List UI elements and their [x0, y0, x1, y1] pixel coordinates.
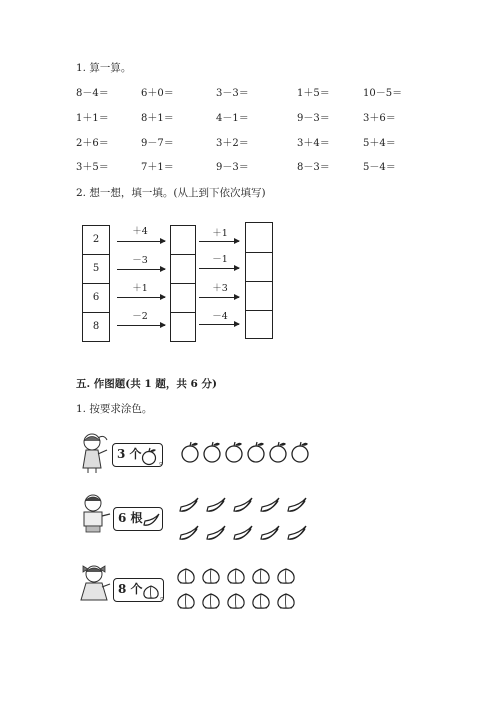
- speech-bubble: [113, 507, 163, 531]
- apple-icon[interactable]: [248, 442, 264, 462]
- operation-label: －1: [212, 254, 228, 265]
- operation-label: ＋1: [132, 283, 148, 294]
- operation-label: ＋3: [212, 283, 228, 294]
- peach-icon[interactable]: [228, 569, 244, 583]
- peaches-group: [176, 565, 316, 615]
- apple-icon[interactable]: [204, 442, 220, 462]
- equation: 8－3＝: [297, 162, 330, 173]
- peach-icon[interactable]: [178, 594, 194, 608]
- peach-icon[interactable]: [278, 569, 294, 583]
- equation: 9－3＝: [216, 162, 249, 173]
- apple-icon[interactable]: [226, 442, 242, 462]
- equation: 3－3＝: [216, 88, 249, 99]
- equation: 8＋1＝: [141, 113, 174, 124]
- girl-with-bows-icon: [77, 562, 113, 606]
- banana-icon: [142, 511, 162, 529]
- equation: 2＋6＝: [76, 138, 109, 149]
- apple-icon[interactable]: [270, 442, 286, 462]
- banana-icon[interactable]: [261, 498, 279, 511]
- section-5-instruction: 1. 按要求涂色。: [76, 403, 153, 415]
- banana-icon[interactable]: [288, 526, 306, 539]
- arrow-right-icon: [117, 269, 165, 270]
- answer-column-1[interactable]: [170, 225, 196, 342]
- arrow-right-icon: [199, 241, 239, 242]
- equation: 8－4＝: [76, 88, 109, 99]
- answer-column-2[interactable]: [245, 222, 273, 339]
- peach-icon[interactable]: [253, 594, 269, 608]
- peach-icon[interactable]: [253, 569, 269, 583]
- section-1-title: 1. 算一算。: [76, 62, 132, 74]
- girl-icon: [78, 432, 110, 474]
- operation-label: －4: [212, 311, 228, 322]
- start-value: 5: [92, 263, 100, 274]
- apple-icon[interactable]: [182, 442, 198, 462]
- equation: 9－3＝: [297, 113, 330, 124]
- banana-icon[interactable]: [180, 526, 198, 539]
- section-2-title: 2. 想一想，填一填。(从上到下依次填写): [76, 187, 266, 199]
- banana-icon[interactable]: [207, 498, 225, 511]
- banana-icon[interactable]: [234, 498, 252, 511]
- apple-icon[interactable]: [292, 442, 308, 462]
- arrow-right-icon: [199, 297, 239, 298]
- speech-bubble: 3 个 。: [112, 443, 163, 467]
- equation: 1＋5＝: [297, 88, 330, 99]
- peach-icon[interactable]: [203, 594, 219, 608]
- bubble-label: 6 根: [118, 511, 143, 525]
- banana-icon[interactable]: [288, 498, 306, 511]
- apple-icon: [140, 447, 158, 465]
- arrow-right-icon: [117, 325, 165, 326]
- equation: 3＋4＝: [297, 138, 330, 149]
- banana-icon[interactable]: [207, 526, 225, 539]
- arrow-right-icon: [117, 297, 165, 298]
- start-value: 6: [92, 292, 100, 303]
- apples-group: [180, 441, 320, 465]
- equation: 4－1＝: [216, 113, 249, 124]
- section-5-heading: 五. 作图题(共 1 题，共 6 分): [76, 378, 217, 390]
- equation: 3＋5＝: [76, 162, 109, 173]
- operation-label: －2: [132, 311, 148, 322]
- peach-icon: [142, 582, 160, 600]
- boy-icon: [78, 492, 112, 536]
- arrow-right-icon: [117, 241, 165, 242]
- banana-icon[interactable]: [234, 526, 252, 539]
- operation-label: ＋1: [212, 228, 228, 239]
- equation: 10－5＝: [363, 88, 403, 99]
- equation: 7＋1＝: [141, 162, 174, 173]
- equation: 1＋1＝: [76, 113, 109, 124]
- start-column: [82, 225, 110, 342]
- bubble-label: 8 个: [118, 582, 143, 596]
- peach-icon[interactable]: [178, 569, 194, 583]
- peach-icon[interactable]: [203, 569, 219, 583]
- operation-label: －3: [132, 255, 148, 266]
- equation: 3＋6＝: [363, 113, 396, 124]
- peach-icon[interactable]: [228, 594, 244, 608]
- bubble-label: 3 个: [117, 447, 142, 461]
- operation-label: ＋4: [132, 226, 148, 237]
- banana-icon[interactable]: [180, 498, 198, 511]
- start-value: 2: [92, 234, 100, 245]
- speech-bubble: 8 个 。: [113, 578, 164, 602]
- bananas-group: [178, 495, 318, 547]
- peach-icon[interactable]: [278, 594, 294, 608]
- equation: 6＋0＝: [141, 88, 174, 99]
- equation: 9－7＝: [141, 138, 174, 149]
- equation: 5＋4＝: [363, 138, 396, 149]
- arrow-right-icon: [199, 324, 239, 325]
- equation: 5－4＝: [363, 162, 396, 173]
- equation: 3＋2＝: [216, 138, 249, 149]
- banana-icon[interactable]: [261, 526, 279, 539]
- start-value: 8: [92, 321, 100, 332]
- arrow-right-icon: [199, 268, 239, 269]
